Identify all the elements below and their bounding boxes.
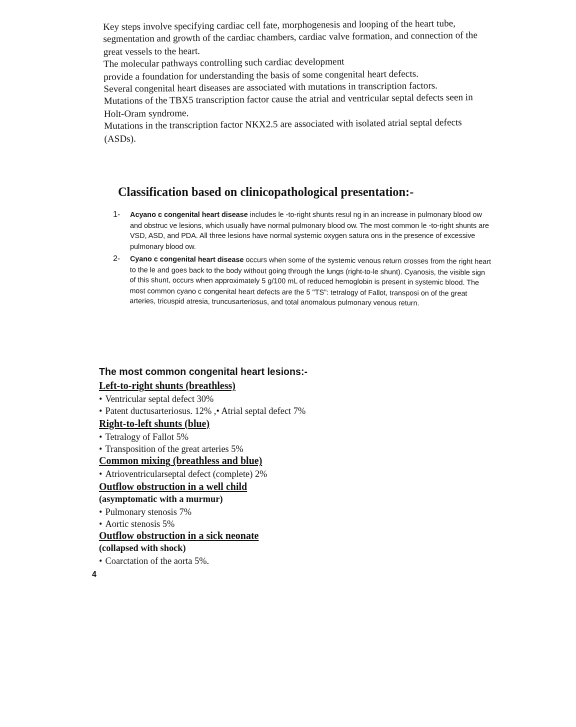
bullet-icon: • xyxy=(99,556,103,567)
intro-line: The molecular pathways controlling such cardiac development xyxy=(103,56,345,71)
list-item: • Tetralogy of Fallot 5% xyxy=(99,431,189,442)
intro-line: (ASDs). xyxy=(104,133,137,145)
group-title: Outflow obstruction in a sick neonate xyxy=(99,531,259,543)
classification-item-acyanotic xyxy=(113,210,493,252)
list-item: • Ventricular septal defect 30% xyxy=(99,394,214,405)
item-term: Acyano c congenital heart disease xyxy=(130,210,248,219)
item-number: 2- xyxy=(112,254,121,264)
intro-line: Mutations of the TBX5 transcription factor cause the atrial and ventricular septal defects seen in xyxy=(103,92,473,108)
classification-heading: Classification based on clinicopathological presentation:- xyxy=(118,185,414,199)
bullet-icon: • xyxy=(99,506,103,517)
group-subtitle: (collapsed with shock) xyxy=(99,543,186,554)
item-number: 1- xyxy=(113,210,121,219)
intro-line: Key steps involve specifying cardiac cell fate, morphogenesis and looping of the heart tube, xyxy=(103,18,456,33)
bullet-icon: • xyxy=(99,518,103,529)
item-term: Cyano c congenital heart disease xyxy=(129,254,244,265)
list-item: • Coarctation of the aorta 5%. xyxy=(99,556,210,567)
classification-list xyxy=(113,210,493,309)
lesions-heading: The most common congenital heart lesions:- xyxy=(99,367,308,378)
group-title: Left-to-right shunts (breathless) xyxy=(99,381,236,392)
bullet-icon: • xyxy=(99,394,103,405)
list-item: • Pulmonary stenosis 7% xyxy=(99,506,192,517)
bullet-icon: • xyxy=(99,444,103,455)
intro-paragraph xyxy=(103,18,504,146)
intro-line: provide a foundation for understanding the basis of some congenital heart defects. xyxy=(103,68,419,83)
item-text: occurs when some of the systemic venous return crosses from the right heart to the le and goes back to the body without going through the lungs (right-to-le shunt). Cyanosis, the visible sign of this shunt, occurs when approximately 5 g/100 mL of reduced hemoglobin is present in systemic blood. The most common cyano c congenital heart defects are the 5 "TS": tetralogy of Fallot, transposi on of the great arteries, tricuspid atresia, truncusarteriosus, and total anomalous pulmonary venous return. xyxy=(129,255,492,309)
intro-line: segmentation and growth of the cardiac chambers, cardiac valve formation, and connection of the xyxy=(103,30,478,46)
intro-line: Several congenital heart diseases are associated with mutations in transcription factors. xyxy=(103,80,438,96)
classification-item-cyanotic xyxy=(113,254,493,310)
lesions-section xyxy=(99,367,399,567)
intro-line: Holt-Oram syndrome. xyxy=(103,107,189,120)
list-item: • Aortic stenosis 5% xyxy=(99,518,175,529)
list-item: • Transposition of the great arteries 5% xyxy=(99,444,244,455)
item-text: includes le -to-right shunts resul ng in an increase in pulmonary blood ow and obstruc ve lesions, which usually have normal pulmonary blood ow. The most common le -to-right shunts are VSD, ASD, and PDA. All three lesions have normal systemic oxygen satura ons in the presence of excessive pulmonary blood ow. xyxy=(130,210,490,251)
page-number: 4 xyxy=(92,570,97,579)
group-title: Outflow obstruction in a well child xyxy=(99,481,248,493)
intro-line: great vessels to the heart. xyxy=(103,45,201,58)
group-title: Right-to-left shunts (blue) xyxy=(99,418,210,430)
list-item: • Atrioventricularseptal defect (complete) 2% xyxy=(99,469,268,480)
bullet-icon: • xyxy=(99,469,103,480)
intro-line: Mutations in the transcription factor NKX2.5 are associated with isolated atrial septal defects xyxy=(104,117,462,133)
group-subtitle: (asymptomatic with a murmur) xyxy=(99,493,223,504)
bullet-icon: • xyxy=(99,406,103,417)
list-item: • Patent ductusarteriosus. 12% ,• Atrial septal defect 7% xyxy=(99,406,306,417)
group-title: Common mixing (breathless and blue) xyxy=(99,456,263,468)
bullet-icon: • xyxy=(99,431,103,442)
